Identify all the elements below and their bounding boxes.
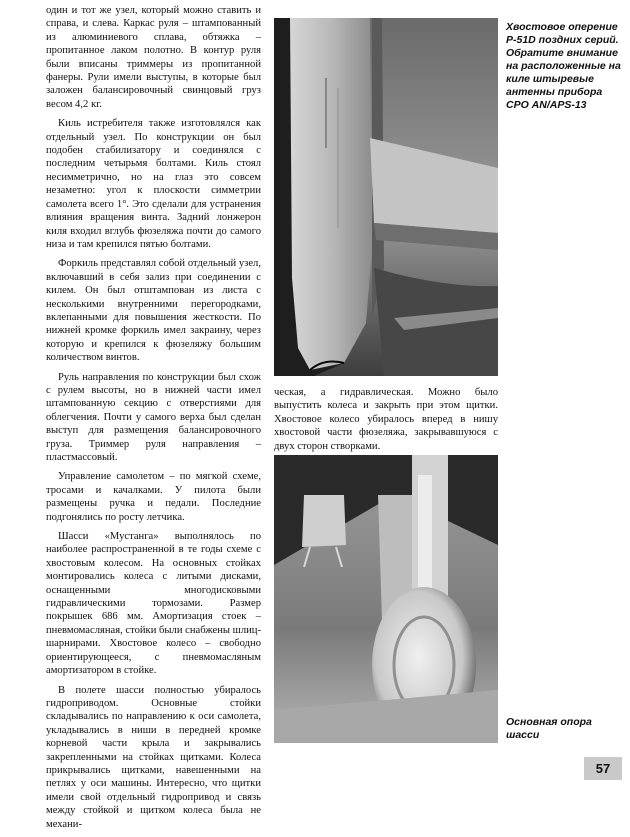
page-number: 57 (595, 761, 611, 776)
landing-gear-caption: Основная опора шасси (506, 716, 592, 741)
paragraph-3: Форкиль представлял собой отдельный узел, включавший в себя зализ при соединении с килем. Он был отштампован из листа с несколькими внутренними перегородками, вклепанными для повышения жесткости. По нижней кромке форкиль имел закраину, через которую и крепился к фюзеляжу большим количеством винтов. (46, 258, 261, 364)
landing-gear-photo (274, 455, 498, 743)
tail-photo-caption: Хвостовое оперение P-51D поздних серий. Обратите внимание на расположенные на киле штыревые антенны прибора СРО AN/APS-13 (506, 21, 621, 111)
left-text-column (46, 4, 261, 837)
paragraph-2: Киль истребителя также изготовлялся как отдельный узел. По конструкции он был подобен стабилизатору и соединялся с последним четырьмя болтами. Киль стоял несимметрично, но на глаз это совсем незаметно: угол к плоскости симметрии самолета всего 1°. Это сделали для устранения влияния вращения винта. Задний лонжерон киля входил вглубь фюзеляжа почти до самого низа и там крепился пятью болтами. (46, 118, 261, 250)
tail-photo (274, 18, 498, 376)
continued-paragraph: ческая, а гидравлическая. Можно было выпустить колеса и закрыть при этом щитки. Хвостовое колесо убиралось вперед в нишу хвостовой части фюзеляжа, закрывавшуюся с двух сторон створками. (274, 387, 498, 452)
paragraph-5: Управление самолетом – по мягкой схеме, тросами и качалками. У пилота были размещены ручка и педали. Последние подгонялись по росту летчика. (46, 471, 261, 523)
middle-text-column (274, 386, 498, 459)
page-number-badge (584, 757, 622, 780)
paragraph-4: Руль направления по конструкции был схож с рулем высоты, но в нижней части имел штампованную секцию с отверстиями для облегчения. Почти у самого верха был сделан выступ для размещения балансировочного груза. Триммер руля направления – пластмассовый. (46, 371, 261, 463)
paragraph-6: Шасси «Мустанга» выполнялось по наиболее распространенной в те годы схеме с хвостовым колесом. На основных стойках монтировались колеса с литыми дисками, оснащенными многодисковыми гидравлическими тормозами. Размер покрышек 686 мм. Амортизация стоек – пневмомасляная, стойки были снабжены шлиц-шарнирами. Хвостовое колесо – свободно ориентирующееся, с пневмомасляным амортизатором в стойке. (46, 531, 261, 677)
paragraph-7: В полете шасси полностью убиралось гидроприводом. Основные стойки складывались по направлению к оси самолета, укладывались в ниши в передней кромке корневой части крыла и закрывались закрепленными на стойках щитками. Колеса прикрывались щитками, навешенными на петлях у оси машины. Интересно, что щитки имели свой отдельный гидропривод и связь между стойкой и щитком колеса была не механи- (46, 684, 261, 830)
tail-photo-illustration (274, 18, 498, 376)
paragraph-1: один и тот же узел, который можно ставить и справа, и слева. Каркас руля – штампованный из алюминиевого сплава, обтяжка – пропитанное лаком полотно. В контур руля были вписаны триммеры из пропитанной фанеры. Рули имели выступы, в которые был заложен балансировочный свинцовый груз весом 4,2 кг. (46, 5, 261, 110)
landing-gear-illustration (274, 455, 498, 743)
